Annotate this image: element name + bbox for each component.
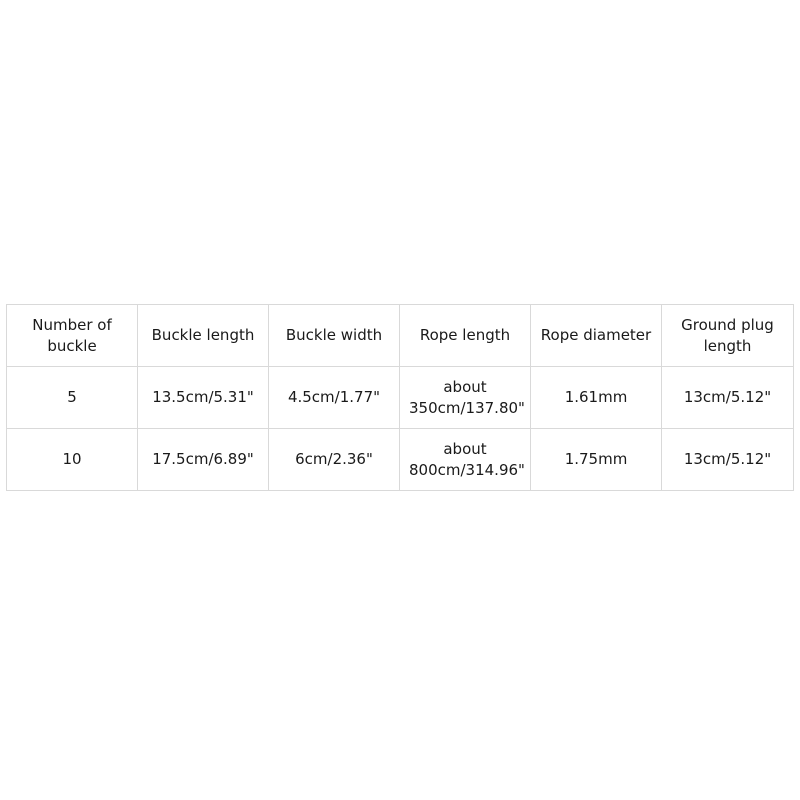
header-cell-buckle-length: Buckle length	[138, 305, 269, 367]
table-cell: about 350cm/137.80"	[400, 367, 531, 429]
table-cell: 4.5cm/1.77"	[269, 367, 400, 429]
header-cell-rope-diameter: Rope diameter	[531, 305, 662, 367]
table-cell: 5	[7, 367, 138, 429]
table-cell: 13cm/5.12"	[662, 367, 794, 429]
table-header-row	[7, 305, 794, 367]
header-cell-ground-plug-length: Ground plug length	[662, 305, 794, 367]
header-cell-buckle-width: Buckle width	[269, 305, 400, 367]
table-cell: about 800cm/314.96"	[400, 429, 531, 491]
spec-table	[6, 304, 794, 491]
table-row	[7, 367, 794, 429]
header-cell-rope-length: Rope length	[400, 305, 531, 367]
table-cell: 10	[7, 429, 138, 491]
table-cell: 6cm/2.36"	[269, 429, 400, 491]
table-cell: 13cm/5.12"	[662, 429, 794, 491]
table-row	[7, 429, 794, 491]
header-cell-number-of-buckle: Number of buckle	[7, 305, 138, 367]
table-cell: 1.75mm	[531, 429, 662, 491]
table-cell: 13.5cm/5.31"	[138, 367, 269, 429]
table-cell: 17.5cm/6.89"	[138, 429, 269, 491]
table-cell: 1.61mm	[531, 367, 662, 429]
